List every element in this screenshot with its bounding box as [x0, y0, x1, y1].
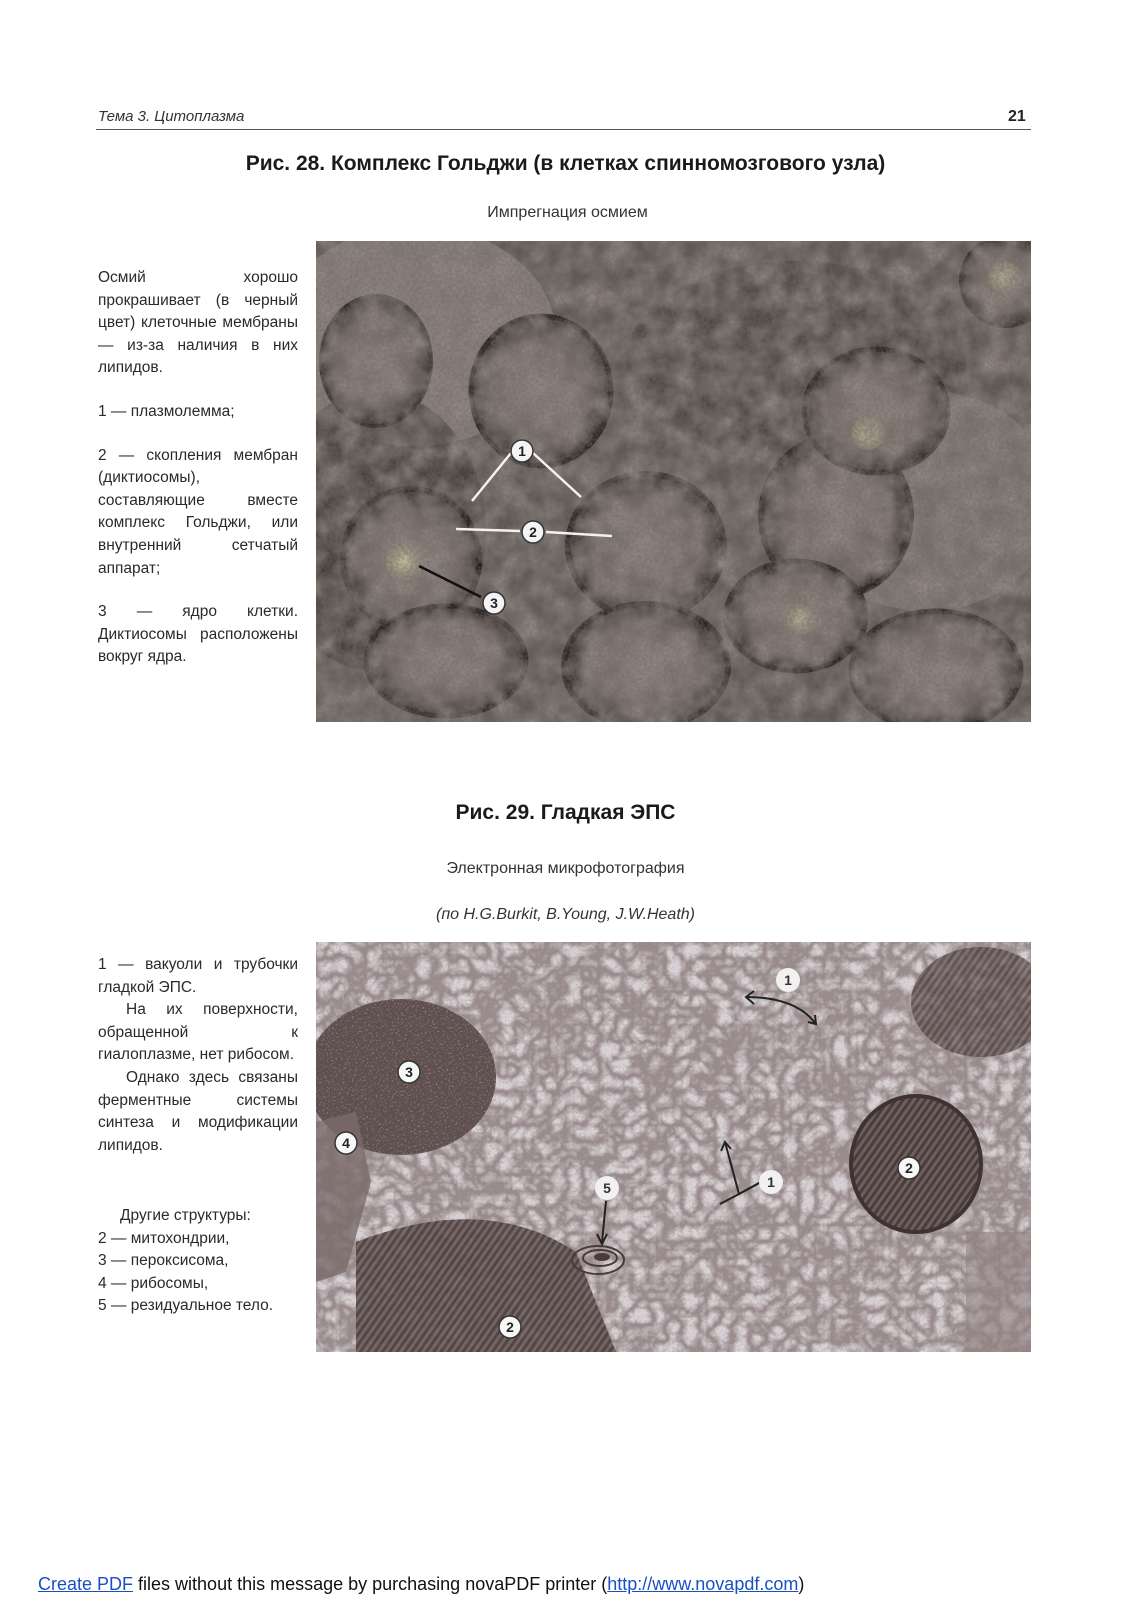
figure-28-caption — [98, 267, 298, 690]
other-structure-item: 5 — резидуальное тело. — [98, 1297, 274, 1315]
figure-29-marker-2-bottom — [499, 1316, 521, 1338]
footer-close-paren: ) — [798, 1574, 805, 1594]
figure-28-legend-1: 1 — плазмолемма; — [98, 402, 235, 420]
figure-29-marker-1-top — [776, 968, 800, 992]
other-structures-heading: Другие структуры: — [120, 1207, 251, 1224]
svg-text:2: 2 — [529, 524, 537, 540]
svg-text:3: 3 — [490, 595, 498, 611]
novapdf-url-link[interactable]: http://www.novapdf.com — [607, 1574, 799, 1594]
other-structure-item: 2 — митохондрии, — [98, 1229, 230, 1247]
figure-29-marker-4 — [335, 1132, 357, 1154]
svg-text:5: 5 — [603, 1180, 611, 1196]
svg-text:1: 1 — [767, 1174, 775, 1190]
svg-text:1: 1 — [518, 443, 526, 459]
svg-text:3: 3 — [405, 1064, 413, 1080]
svg-text:2: 2 — [905, 1160, 913, 1176]
footer-message: files without this message by purchasing novaPDF printer ( — [133, 1574, 608, 1594]
figure-29-micrograph — [316, 942, 1031, 1352]
figure-29-para-1: На их поверхности, обращенной к гиалоплазме, нет рибосом. — [98, 1001, 298, 1064]
other-structure-item: 3 — пероксисома, — [98, 1252, 229, 1270]
other-structure-item: 4 — рибосомы, — [98, 1274, 209, 1292]
create-pdf-link[interactable]: Create PDF — [38, 1574, 134, 1594]
svg-text:1: 1 — [784, 972, 792, 988]
figure-28-title: Рис. 28. Комплекс Гольджи (в клетках спинномозгового узла) — [245, 152, 886, 175]
figure-28-subtitle: Импрегнация осмием — [487, 204, 648, 221]
novapdf-footer — [38, 1574, 804, 1595]
figure-29-marker-5 — [595, 1176, 619, 1200]
figure-29-caption — [98, 954, 298, 1157]
figure-29-para-2: Однако здесь связаны ферментные системы синтеза и модификации липидов. — [98, 1068, 298, 1154]
figure-28-intro: Осмий хорошо прокрашивает (в черный цвет) клеточные мембраны — из-за наличия в них липидов. — [98, 269, 298, 377]
running-head: Тема 3. Цитоплазма — [98, 108, 245, 125]
figure-29-marker-2-right — [898, 1157, 920, 1179]
figure-29-other-structures — [98, 1205, 308, 1318]
figure-29-title: Рис. 29. Гладкая ЭПС — [455, 801, 676, 824]
header-rule — [96, 129, 1031, 130]
figure-28-micrograph — [316, 241, 1031, 722]
page-number: 21 — [1008, 108, 1026, 125]
figure-28-marker-2 — [522, 521, 544, 543]
figure-28-legend-3: 3 — ядро клетки. Диктиосомы расположены вокруг ядра. — [98, 603, 298, 666]
figure-28-marker-3 — [483, 592, 505, 614]
figure-28-marker-1 — [511, 440, 533, 462]
figure-29-subtitle: Электронная микрофотография — [446, 860, 685, 877]
svg-text:4: 4 — [342, 1135, 350, 1151]
svg-text:2: 2 — [506, 1319, 514, 1335]
figure-29-marker-3 — [398, 1061, 420, 1083]
figure-29-credit: (по H.G.Burkit, B.Young, J.W.Heath) — [436, 906, 695, 923]
figure-29-marker-1-middle — [759, 1170, 783, 1194]
figure-29-legend-1: 1 — вакуоли и трубочки гладкой ЭПС. — [98, 956, 298, 996]
figure-28-legend-2: 2 — скопления мембран (диктиосомы), составляющие вместе комплекс Гольджи, или внутренний сетчатый аппарат; — [98, 446, 298, 577]
